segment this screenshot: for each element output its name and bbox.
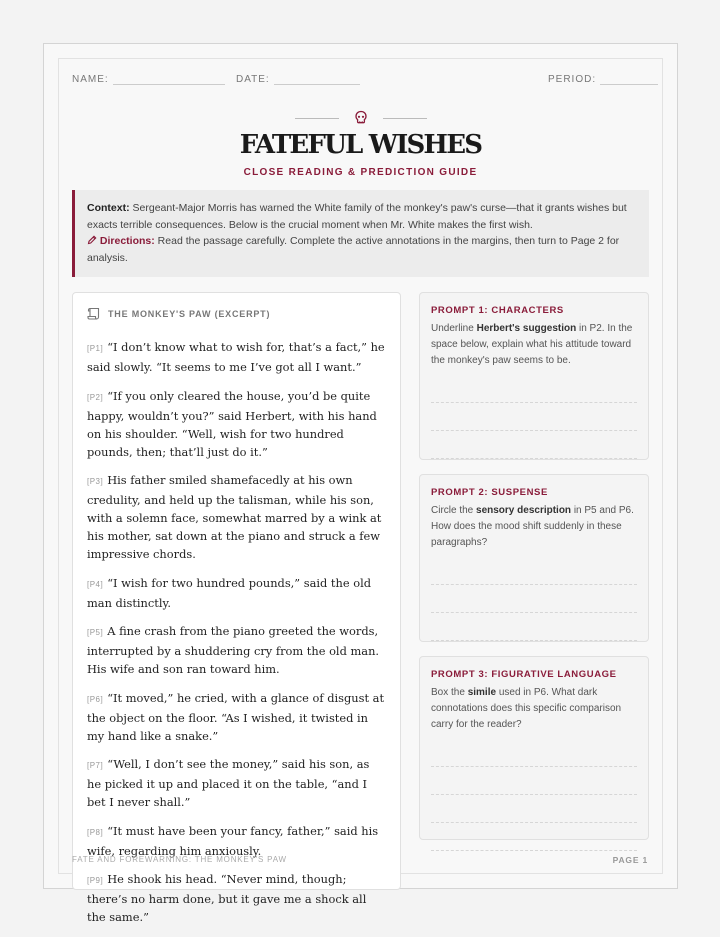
passage-paragraph — [87, 387, 387, 461]
ornament-rule-left — [295, 118, 339, 119]
prompt-text: Box the — [431, 687, 468, 698]
passage-header — [87, 307, 270, 320]
skull-icon — [353, 110, 369, 126]
paragraph-number: [P5] — [87, 628, 104, 637]
passage-heading: THE MONKEY'S PAW (EXCERPT) — [108, 308, 271, 319]
answer-line[interactable] — [431, 823, 637, 851]
paragraph-text: A fine crash from the piano greeted the words, interrupted by a shuddering cry from the old man. His wife and son ran toward him. — [87, 624, 380, 676]
paragraph-number: [P1] — [87, 344, 104, 353]
prompt-text: Circle the — [431, 505, 477, 516]
passage-paragraph — [87, 471, 387, 563]
period-line[interactable] — [600, 76, 658, 85]
footer-page-number: PAGE 1 — [612, 855, 648, 865]
paragraph-text: He shook his head. “Never mind, though; there’s no harm done, but it gave me a shock all the same.” — [87, 872, 367, 924]
date-label: DATE: — [236, 74, 270, 85]
prompt-emphasis: Herbert's suggestion — [476, 323, 577, 334]
passage-paragraphs — [87, 338, 387, 937]
page-title: FATEFUL WISHES — [239, 130, 482, 160]
title-ornament — [44, 110, 677, 126]
date-field[interactable] — [236, 74, 360, 85]
name-line[interactable] — [113, 76, 225, 85]
passage-paragraph — [87, 574, 387, 612]
answer-line[interactable] — [431, 403, 637, 431]
name-label: NAME: — [72, 74, 109, 85]
prompt-body — [431, 503, 637, 551]
prompt-card-suspense — [419, 474, 649, 642]
passage-paragraph — [87, 822, 387, 860]
prompt-body — [431, 321, 637, 369]
prompt-card-figurative-language — [419, 656, 649, 840]
date-line[interactable] — [274, 76, 360, 85]
answer-line[interactable] — [431, 375, 637, 403]
prompt-card-characters — [419, 292, 649, 460]
paragraph-number: [P2] — [87, 392, 104, 402]
paragraph-text: His father smiled shamefacedly at his own credulity, and held up the talisman, while his son, with a solemn face, somewhat marred by a wink at his mother, sat down at the piano and struck a few impressive chords. — [87, 473, 382, 561]
answer-lines[interactable] — [431, 557, 637, 641]
paragraph-text: “I don’t know what to wish for, that’s a fact,” he said slowly. “It seems to me I’ve got all I want.” — [87, 340, 385, 374]
period-field[interactable] — [548, 74, 658, 85]
answer-line[interactable] — [431, 739, 637, 767]
ornament-rule-right — [383, 118, 427, 119]
prompt-emphasis: sensory description — [476, 505, 572, 516]
prompt-text: used in P6. What dark connotations does this specific comparison carry for the reader? — [431, 687, 622, 730]
context-label: Context: — [87, 202, 130, 214]
answer-line[interactable] — [431, 557, 637, 585]
prompt-text: in P5 and P6. How does the mood shift suddenly in these paragraphs? — [431, 505, 634, 548]
answer-lines[interactable] — [431, 375, 637, 459]
footer-left: FATE AND FOREWARNING: THE MONKEY'S PAW — [72, 855, 287, 864]
passage-paragraph — [87, 755, 387, 811]
paragraph-number: [P8] — [87, 827, 104, 837]
paragraph-number: [P3] — [87, 477, 104, 486]
paragraph-number: [P7] — [87, 761, 104, 770]
paragraph-number: [P6] — [87, 694, 104, 704]
name-field[interactable] — [72, 74, 225, 85]
passage-paragraph — [87, 689, 387, 745]
paragraph-text: “I wish for two hundred pounds,” said the old man distinctly. — [87, 575, 371, 610]
prompt-emphasis: simile — [467, 687, 497, 698]
scroll-icon — [87, 307, 101, 320]
paragraph-text: “It must have been your fancy, father,” said his wife, regarding him anxiously. — [87, 823, 379, 858]
paragraph-number: [P4] — [87, 579, 104, 589]
paragraph-number: [P9] — [87, 876, 104, 885]
worksheet-page — [43, 43, 678, 924]
prompt-title: PROMPT 1: CHARACTERS — [431, 305, 564, 316]
context-box — [72, 190, 649, 277]
page-subtitle: CLOSE READING & PREDICTION GUIDE — [243, 167, 478, 178]
answer-lines[interactable] — [431, 739, 637, 851]
prompt-text: in P2. In the space below, explain what his attitude toward the monkey's paw seems to be. — [431, 323, 633, 366]
paragraph-text: “If you only cleared the house, you’d be quite happy, wouldn’t you?” said Herbert, with his hand on his shoulder. “Well, wish for two hundred pounds, then; that’ll just do it.” — [87, 388, 377, 459]
paragraph-text: “It moved,” he cried, with a glance of disgust at the object on the floor. “As I wished, it twisted in my hand like a snake.” — [87, 690, 385, 743]
pencil-icon — [87, 235, 97, 245]
prompt-title: PROMPT 2: SUSPENSE — [431, 487, 548, 498]
prompt-body — [431, 685, 637, 733]
prompt-title: PROMPT 3: FIGURATIVE LANGUAGE — [431, 669, 617, 680]
passage-paragraph — [87, 338, 387, 376]
answer-line[interactable] — [431, 431, 637, 459]
period-label: PERIOD: — [548, 74, 597, 85]
directions-label: Directions: — [99, 235, 155, 247]
context-text: Sergeant-Major Morris has warned the White family of the monkey's paw's curse—that it grants wishes but exacts terrible consequences. Below is the crucial moment when Mr. White makes the first wish. — [87, 202, 627, 231]
answer-line[interactable] — [431, 795, 637, 823]
paragraph-text: “Well, I don’t see the money,” said his son, as he picked it up and placed it on the table, “and I bet I never shall.” — [87, 757, 370, 809]
answer-line[interactable] — [431, 613, 637, 641]
directions-text: Read the passage carefully. Complete the active annotations in the margins, then turn to Page 2 for analysis. — [87, 235, 620, 264]
passage-paragraph — [87, 870, 387, 926]
passage-card — [72, 292, 401, 924]
passage-paragraph — [87, 622, 387, 678]
context-paragraph — [87, 200, 637, 233]
answer-line[interactable] — [431, 767, 637, 795]
answer-line[interactable] — [431, 585, 637, 613]
prompt-text: Underline — [431, 323, 477, 334]
directions-paragraph — [87, 233, 637, 266]
